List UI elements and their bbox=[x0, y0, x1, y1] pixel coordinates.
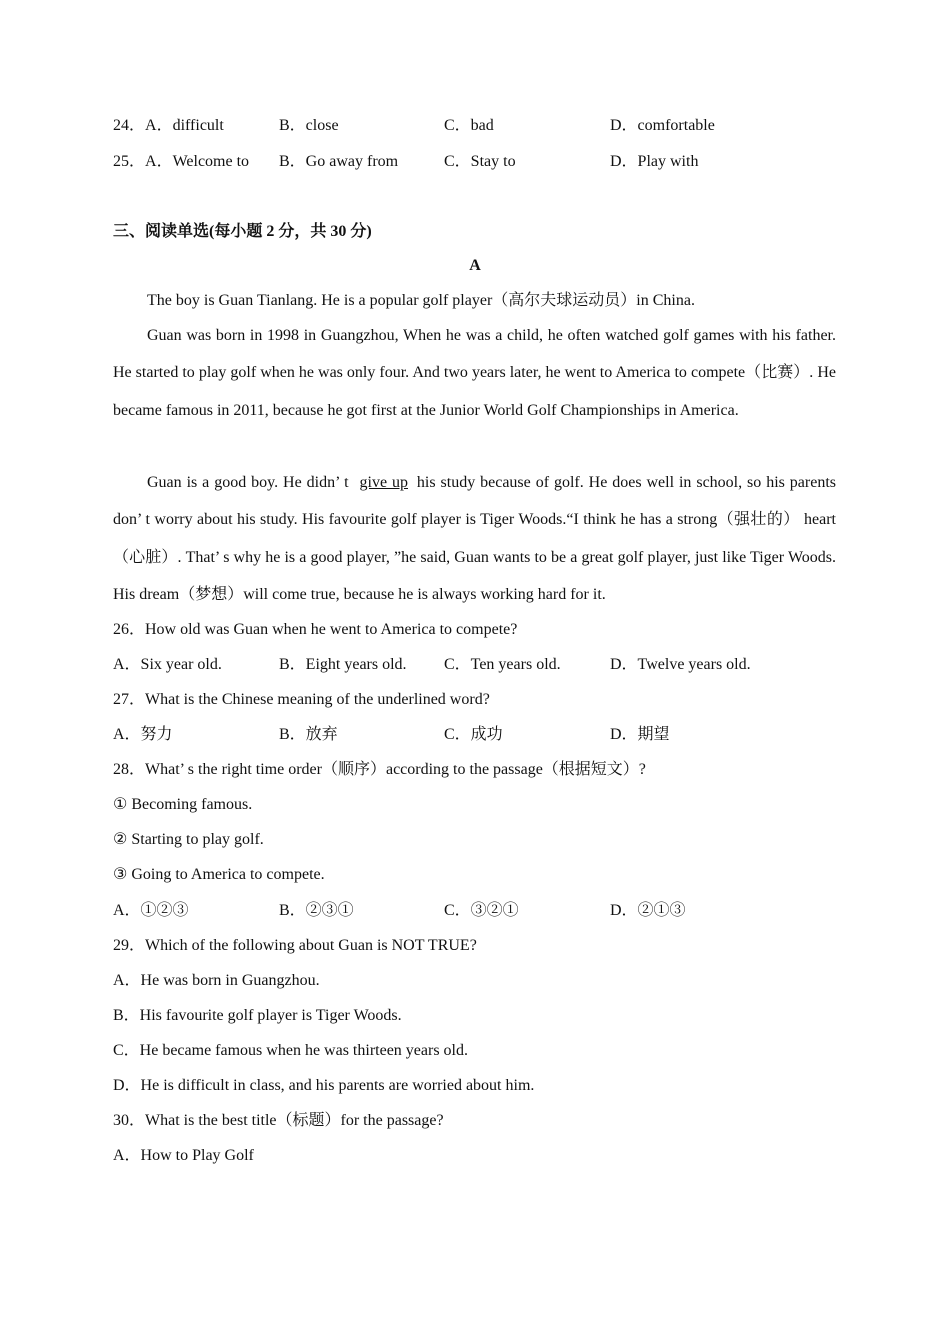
option-a-text: A．Welcome to bbox=[145, 153, 250, 170]
paragraph-3-rest: his study because of golf. He does well in school, so his parents don’ t worry about his study. His favourite golf player is Tiger Woods.“I think he has a strong（强壮的） heart（心脏）. That’ s why he is a good player, ”he said, Guan wants to be a great golf player, just like Tiger Woods. His dream（梦想）will come true, because he is always working hard for it. bbox=[113, 474, 837, 603]
passage-paragraph-2: Guan was born in 1998 in Guangzhou, When he was a child, he often watched golf games with his father. He started to play golf when he was only four. And two years later, he went to America to compete（比赛）. He became famous in 2011, because he got first at the Junior World Golf Championships in America. bbox=[113, 327, 836, 419]
question-26-options bbox=[113, 655, 853, 675]
order-item-3: ③ Going to America to compete. bbox=[113, 866, 325, 883]
option-a-text: A．difficult bbox=[145, 117, 224, 134]
paragraph-3-start: Guan is a good boy. He didn’ t bbox=[147, 474, 354, 491]
option-d: D．Twelve years old. bbox=[610, 656, 751, 673]
question-27-stem: 27．What is the Chinese meaning of the underlined word? bbox=[113, 691, 490, 708]
option-a: A．Six year old. bbox=[113, 656, 222, 673]
question-27-options bbox=[113, 725, 853, 745]
question-24-options bbox=[113, 116, 853, 136]
passage-label: A bbox=[469, 257, 481, 274]
passage-paragraph-1: The boy is Guan Tianlang. He is a popular golf player（高尔夫球运动员）in China. bbox=[147, 292, 695, 309]
option-d: D．Play with bbox=[610, 153, 699, 170]
question-30-option-a: A．How to Play Golf bbox=[113, 1147, 254, 1164]
question-number: 25． bbox=[113, 153, 146, 170]
passage-paragraph-3 bbox=[113, 464, 836, 613]
option-b: B．②③① bbox=[279, 902, 354, 919]
option-d: D．comfortable bbox=[610, 117, 715, 134]
question-29-stem: 29．Which of the following about Guan is NOT TRUE? bbox=[113, 937, 477, 954]
option-d: D．期望 bbox=[610, 726, 670, 743]
order-item-2: ② Starting to play golf. bbox=[113, 831, 264, 848]
option-a: A．努力 bbox=[113, 726, 173, 743]
question-29-option-a: A．He was born in Guangzhou. bbox=[113, 972, 320, 989]
option-b: B．Go away from bbox=[279, 153, 399, 170]
option-a bbox=[113, 116, 224, 136]
option-a: A．①②③ bbox=[113, 902, 189, 919]
option-c: C．③②① bbox=[444, 902, 519, 919]
question-29-option-d: D．He is difficult in class, and his parents are worried about him. bbox=[113, 1077, 535, 1094]
question-29-option-b: B．His favourite golf player is Tiger Woods. bbox=[113, 1007, 402, 1024]
underlined-word: give up bbox=[359, 474, 408, 491]
option-c: C．Stay to bbox=[444, 153, 516, 170]
question-28-options bbox=[113, 901, 853, 921]
option-b: B．Eight years old. bbox=[279, 656, 407, 673]
question-number: 24． bbox=[113, 117, 146, 134]
question-29-option-c: C．He became famous when he was thirteen years old. bbox=[113, 1042, 468, 1059]
question-28-stem: 28．What’ s the right time order（顺序）according to the passage（根据短文）? bbox=[113, 761, 646, 778]
option-b: B．放弃 bbox=[279, 726, 338, 743]
question-30-stem: 30．What is the best title（标题）for the passage? bbox=[113, 1112, 444, 1129]
option-c: C．Ten years old. bbox=[444, 656, 561, 673]
option-c: C．成功 bbox=[444, 726, 503, 743]
order-item-1: ① Becoming famous. bbox=[113, 796, 253, 813]
question-26-stem: 26．How old was Guan when he went to America to compete? bbox=[113, 621, 518, 638]
option-b: B．close bbox=[279, 117, 339, 134]
option-d: D．②①③ bbox=[610, 902, 686, 919]
section-heading: 三、阅读单选(每小题 2 分，共 30 分) bbox=[113, 223, 372, 240]
option-c: C．bad bbox=[444, 117, 494, 134]
question-25-options bbox=[113, 152, 853, 172]
option-a bbox=[113, 152, 249, 172]
